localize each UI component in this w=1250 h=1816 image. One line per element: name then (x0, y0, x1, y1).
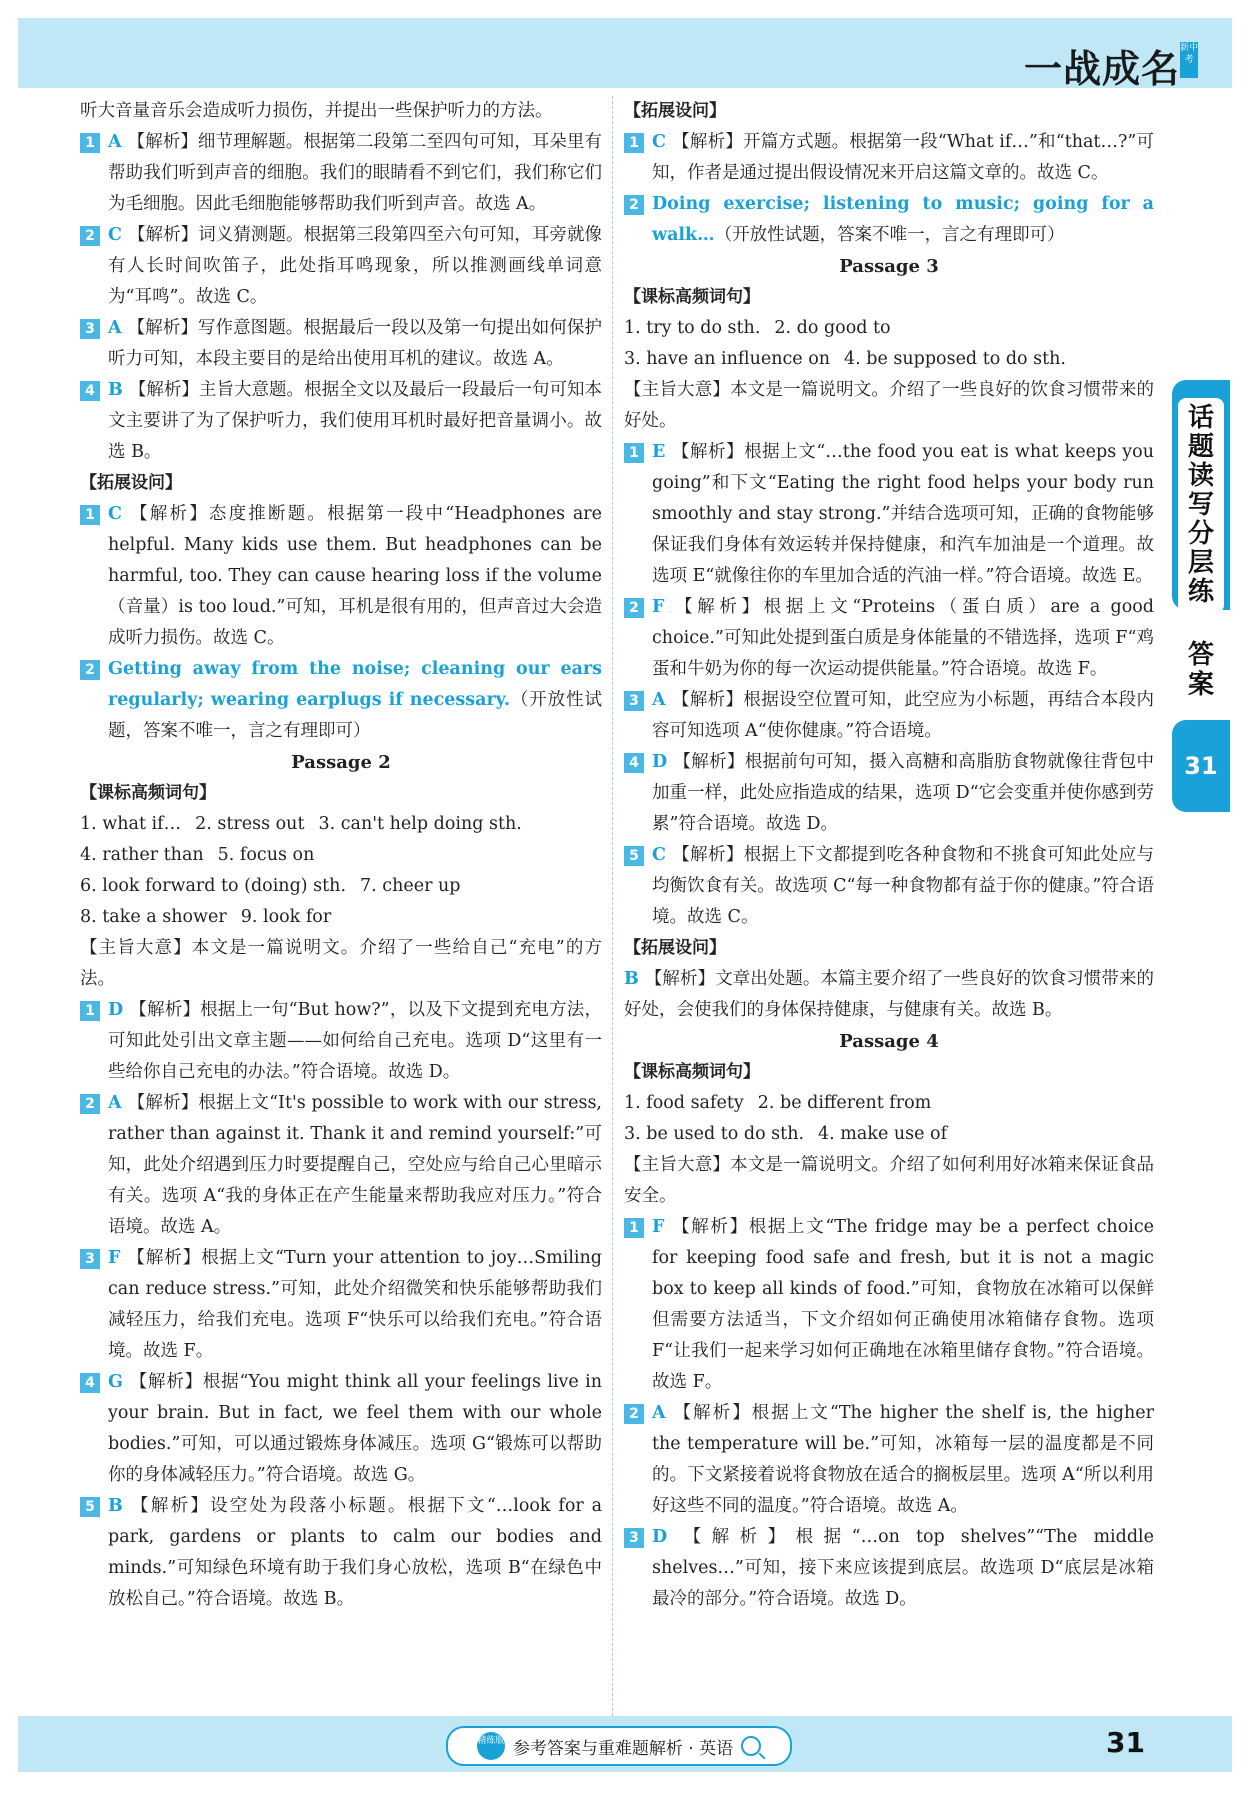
vocab-item: 3. have an influence on (624, 349, 831, 369)
item-number: 1 (624, 133, 644, 153)
main-idea: 【主旨大意】本文是一篇说明文。介绍了一些给自己“充电”的方法。 (80, 938, 602, 989)
vocab-item: 3. be used to do sth. (624, 1124, 805, 1144)
item-number: 1 (624, 1218, 644, 1238)
page-number: 31 (1106, 1726, 1145, 1759)
explanation: 【解析】根据上一句“But how?”，以及下文提到充电方法，可知此处引出文章主题——如何给自己充电。选项 D“这里有一些给你自己充电的办法。”符合语境。故选 D。 (108, 1000, 602, 1082)
list-item (624, 1522, 1154, 1615)
answer-letter: G (108, 1372, 123, 1392)
vocab-item: 4. rather than (80, 845, 204, 865)
vocab-item: 5. focus on (217, 845, 315, 865)
explanation: （开放性试题，答案不唯一，言之有理即可） (714, 225, 1065, 245)
section-heading: 【课标高频词句】 (80, 783, 216, 803)
explanation: 【解析】根据上下文都提到吃各种食物和不挑食可知此处应与均衡饮食有关。故选项 C“每一种食物都有益于你的健康。”符合语境。故选 C。 (652, 845, 1154, 927)
explanation: 【解析】根据“You might think all your feelings live in your brain. But in fact, we feel them with our whole bodies.”可知，可以通过锻炼身体减压。选项 G“锻炼可以帮助你的身体减轻压力。”符合语境。故选 G。 (108, 1372, 602, 1485)
answer-letter: B (108, 1496, 123, 1516)
answer-letter: C (652, 845, 666, 865)
list-item (80, 1088, 602, 1243)
item-number: 3 (80, 319, 100, 339)
item-number: 2 (80, 660, 100, 680)
brand-logo (1024, 38, 1180, 93)
list-item (80, 1491, 602, 1615)
list-item (80, 313, 602, 375)
column-divider (612, 96, 613, 1716)
footer-title: 参考答案与重难题解析 · 英语 (512, 1738, 734, 1759)
explanation: 【解析】根据设空位置可知，此空应为小标题，再结合本段内容可知选项 A“使你健康。”符合语境。 (652, 690, 1154, 741)
explanation: （开放性试题，答案不唯一，言之有理即可） (108, 690, 602, 741)
answer-letter: C (652, 132, 666, 152)
answer-letter: D (108, 1000, 124, 1020)
list-item (624, 437, 1154, 592)
vocab-row (80, 902, 602, 933)
explanation: 【解析】根据上文“It's possible to work with our stress, rather than against it. Thank it and remind yourself:”可知，此处介绍遇到压力时要提醒自己，空处应与给自己心里暗示有关。选项 A“我的身体正在产生能量来帮助我应对压力。”符合语境。故选 A。 (108, 1093, 602, 1237)
item-number: 4 (80, 1373, 100, 1393)
passage-title: Passage 2 (291, 752, 391, 773)
explanation: 【解析】根据上文“…the food you eat is what keeps you going”和下文“Eating the right food helps your body run smoothly and stay strong.”并结合选项可知，正确的食物能够保证我们身体有效运转并保持健康，和汽车加油是一个道理。故选项 E“就像往你的车里加合适的汽油一样。”符合语境。故选 E。 (652, 442, 1154, 586)
list-item (624, 592, 1154, 685)
vocab-item: 4. make use of (818, 1124, 948, 1144)
explanation: 【解析】词义猜测题。根据第三段第四至六句可知，耳旁就像有人长时间吹笛子，此处指耳鸣现象，所以推测画线单词意为“耳鸣”。故选 C。 (108, 225, 602, 307)
list-item (624, 1398, 1154, 1522)
explanation: 【解析】细节理解题。根据第二段第二至四句可知，耳朵里有帮助我们听到声音的细胞。我们的眼睛看不到它们，我们称它们为毛细胞。因此毛细胞能够帮助我们听到声音。故选 A。 (108, 132, 602, 214)
item-number: 1 (624, 443, 644, 463)
explanation: 【解析】写作意图题。根据最后一段以及第一句提出如何保护听力可知，本段主要目的是给出使用耳机的建议。故选 A。 (108, 318, 602, 369)
list-item (624, 127, 1154, 189)
answer-label: 答案 (1187, 640, 1214, 700)
vocab-item: 1. what if… (80, 814, 182, 834)
explanation: 【解析】开篇方式题。根据第一段“What if…”和“that…?”可知，作者是通过提出假设情况来开启这篇文章的。故选 C。 (652, 132, 1154, 183)
section-heading: 【课标高频词句】 (624, 1062, 760, 1082)
item-number: 3 (80, 1249, 100, 1269)
vocab-item: 2. be different from (757, 1093, 932, 1113)
explanation: 【解析】设空处为段落小标题。根据下文“…look for a park, gardens or plants to calm our bodies and minds.”可知绿色环境有助于我们身心放松，选项 B“在绿色中放松自己。”符合语境。故选 B。 (108, 1496, 602, 1609)
item-number: 4 (80, 381, 100, 401)
item-number: 1 (80, 505, 100, 525)
vocab-item: 2. do good to (774, 318, 891, 338)
answer-letter: F (652, 1217, 665, 1237)
vocab-item: 2. stress out (195, 814, 305, 834)
item-number: 1 (80, 1001, 100, 1021)
vocab-item: 7. cheer up (360, 876, 461, 896)
vocab-row (624, 344, 1154, 375)
explanation: 【解析】主旨大意题。根据全文以及最后一段最后一句可知本文主要讲了为了保护听力，我们使用耳机时最好把音量调小。故选 B。 (108, 380, 602, 462)
right-column (624, 96, 1154, 1615)
list-item (80, 995, 602, 1088)
answer-letter: A (108, 318, 122, 338)
list-item (80, 499, 602, 654)
open-answer: Getting away from the noise; cleaning our ears regularly; wearing earplugs if necessary. (108, 659, 602, 710)
list-item (624, 840, 1154, 933)
item-number: 3 (624, 691, 644, 711)
list-item (80, 127, 602, 220)
list-item (80, 1367, 602, 1491)
section-heading: 【课标高频词句】 (624, 287, 760, 307)
brand-text: 一战成名 (1023, 47, 1180, 91)
list-item (80, 375, 602, 468)
item-number: 4 (624, 753, 644, 773)
vocab-item: 8. take a shower (80, 907, 227, 927)
item-number: 3 (624, 1528, 644, 1548)
item-number: 2 (80, 1094, 100, 1114)
answer-letter: C (108, 504, 122, 524)
vocab-row (80, 809, 602, 840)
vocab-row (80, 840, 602, 871)
list-item (624, 1212, 1154, 1398)
list-item (624, 747, 1154, 840)
answer-letter: C (108, 225, 122, 245)
list-item (80, 220, 602, 313)
item-number: 2 (624, 1404, 644, 1424)
vocab-item: 6. look forward to (doing) sth. (80, 876, 347, 896)
vocab-item: 4. be supposed to do sth. (844, 349, 1066, 369)
explanation: 【解析】根据上文“Proteins（蛋白质）are a good choice.”可知此处提到蛋白质是身体能量的不错选择，选项 F“鸡蛋和牛奶为你的每一次运动提供能量。”符合语境。故选 F。 (652, 597, 1154, 679)
left-column (80, 96, 602, 1615)
list-item (624, 685, 1154, 747)
vocab-row (624, 1088, 1154, 1119)
item-number: 5 (624, 846, 644, 866)
item-number: 1 (80, 133, 100, 153)
explanation: 【解析】根据“…on top shelves”“The middle shelves…”可知，接下来应该提到底层。故选项 D“底层是冰箱最冷的部分。”符合语境。故选 D。 (652, 1527, 1154, 1609)
answer-letter: A (652, 1403, 666, 1423)
answer-letter: D (652, 1527, 668, 1547)
side-tab-label: 话题读写分层练 (1178, 398, 1224, 613)
edition-badge: 精练版 (477, 1732, 505, 1760)
passage-title: Passage 4 (839, 1031, 939, 1052)
intro-text: 听大音量音乐会造成听力损伤，并提出一些保护听力的方法。 (80, 101, 553, 121)
vocab-row (80, 871, 602, 902)
answer-letter: B (108, 380, 123, 400)
vocab-row (624, 313, 1154, 344)
explanation: 【解析】根据上文“The fridge may be a perfect choice for keeping food safe and fresh, but it is not a magic box to keep all kinds of food.”可知，食物放在冰箱可以保鲜但需要方法适当，下文介绍如何正确使用冰箱储存食物。选项 F“让我们一起来学习如何正确地在冰箱里储存食物。”符合语境。故选 F。 (652, 1217, 1154, 1392)
explanation: 【解析】态度推断题。根据第一段中“Headphones are helpful. Many kids use them. But headphones can be harmful, too. They can cause hearing loss if the volume（音量）is too loud.”可知，耳机是很有用的，但声音过大会造成听力损伤。故选 C。 (108, 504, 602, 648)
main-idea: 【主旨大意】本文是一篇说明文。介绍了一些良好的饮食习惯带来的好处。 (624, 380, 1154, 431)
answer-letter: D (652, 752, 668, 772)
main-idea: 【主旨大意】本文是一篇说明文。介绍了如何利用好冰箱来保证食品安全。 (624, 1155, 1154, 1206)
section-heading: 【拓展设问】 (624, 938, 726, 958)
list-item (624, 189, 1154, 251)
answer-letter: F (652, 597, 665, 617)
explanation: 【解析】根据前句可知，摄入高糖和高脂肪食物就像往背包中加重一样，此处应指造成的结果，选项 D“它会变重并使你感到劳累”符合语境。故选 D。 (652, 752, 1154, 834)
answer-letter: A (652, 690, 666, 710)
list-item (80, 654, 602, 747)
passage-title: Passage 3 (839, 256, 939, 277)
list-item (80, 1243, 602, 1367)
item-number: 2 (80, 226, 100, 246)
item-number: 2 (624, 598, 644, 618)
answer-letter: B (624, 969, 639, 989)
passage1-answers (80, 127, 602, 468)
vocab-item: 1. try to do sth. (624, 318, 761, 338)
answer-letter: E (652, 442, 666, 462)
item-number: 5 (80, 1497, 100, 1517)
vocab-row (624, 1119, 1154, 1150)
list-item (624, 964, 1154, 1026)
search-icon (741, 1736, 761, 1756)
explanation: 【解析】根据上文“Turn your attention to joy…Smiling can reduce stress.”可知，此处介绍微笑和快乐能够帮助我们减轻压力，给我们充电。选项 F“快乐可以给我们充电。”符合语境。故选 F。 (108, 1248, 602, 1361)
section-heading: 【拓展设问】 (80, 473, 182, 493)
answer-letter: F (108, 1248, 121, 1268)
brand-tag: 新中考 (1180, 42, 1198, 78)
explanation: 【解析】文章出处题。本篇主要介绍了一些良好的饮食习惯带来的好处，会使我们的身体保持健康，与健康有关。故选 B。 (624, 969, 1154, 1020)
vocab-item: 9. look for (240, 907, 332, 927)
open-answer: Doing exercise; listening to music; going for a walk… (652, 194, 1154, 245)
section-heading: 【拓展设问】 (624, 101, 726, 121)
page-tab: 31 (1172, 720, 1230, 812)
vocab-item: 3. can't help doing sth. (318, 814, 522, 834)
explanation: 【解析】根据上文“The higher the shelf is, the higher the temperature will be.”可知，冰箱每一层的温度都是不同的。下文紧接着说将食物放在适合的搁板层里。选项 A“所以利用好这些不同的温度。”符合语境。故选 A。 (652, 1403, 1154, 1516)
answer-letter: A (108, 1093, 122, 1113)
footer-label (446, 1726, 792, 1766)
vocab-item: 1. food safety (624, 1093, 744, 1113)
answer-letter: A (108, 132, 122, 152)
item-number: 2 (624, 195, 644, 215)
